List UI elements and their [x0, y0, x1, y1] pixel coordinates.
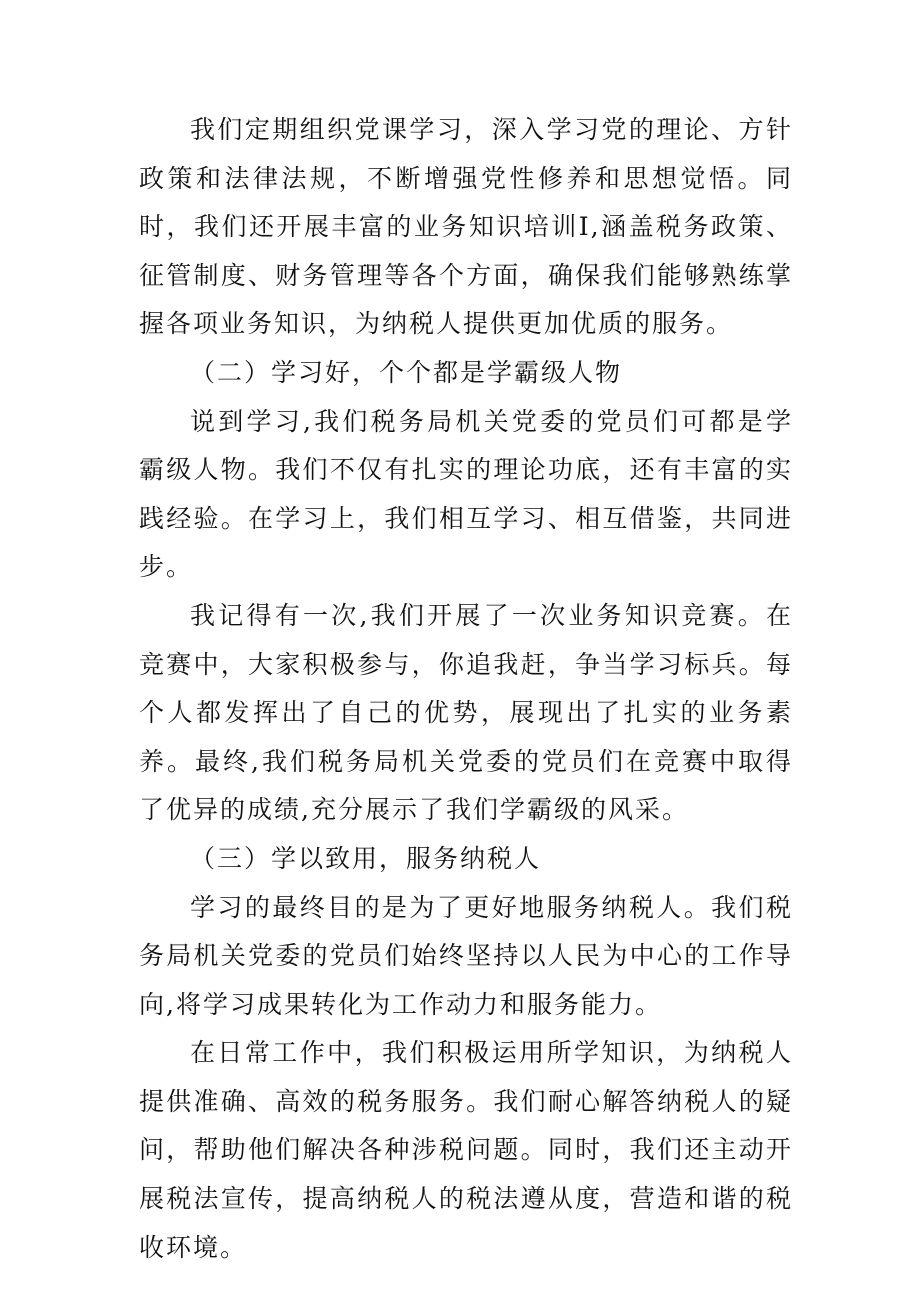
section-heading-2: （二）学习好，个个都是学霸级人物: [190, 357, 623, 387]
paragraph-knowledge-contest: 我记得有一次,我们开展了一次业务知识竞赛。在竞赛中，大家积极参与，你追我赶，争当学习标兵。每个人都发挥出了自己的优势，展现出了扎实的业务素养。最终,我们税务局机关党委的党员们在竞赛中取得了优异的成绩,充分展示了我们学霸级的风采。: [139, 600, 793, 825]
paragraph-daily-work: 在日常工作中，我们积极运用所学知识，为纳税人提供准确、高效的税务服务。我们耐心解答纳税人的疑问，帮助他们解决各种涉税问题。同时，我们还主动开展税法宣传，提高纳税人的税法遵从度，营造和谐的税收环境。: [139, 1038, 793, 1262]
paragraph-party-study: 我们定期组织党课学习，深入学习党的理论、方针政策和法律法规，不断增强党性修养和思想觉悟。同时，我们还开展丰富的业务知识培训I,涵盖税务政策、征管制度、财务管理等各个方面，确保我们能够熟练掌握各项业务知识，为纳税人提供更加优质的服务。: [139, 115, 793, 339]
section-heading-3: （三）学以致用，服务纳税人: [190, 843, 542, 873]
paragraph-study-purpose: 学习的最终目的是为了更好地服务纳税人。我们税务局机关党委的党员们始终坚持以人民为中心的工作导向,将学习成果转化为工作动力和服务能力。: [139, 892, 793, 1019]
document-body: [139, 106, 793, 1272]
paragraph-study-experts: 说到学习,我们税务局机关党委的党员们可都是学霸级人物。我们不仅有扎实的理论功底，还有丰富的实践经验。在学习上，我们相互学习、相互借鉴，共同进步。: [139, 406, 793, 582]
